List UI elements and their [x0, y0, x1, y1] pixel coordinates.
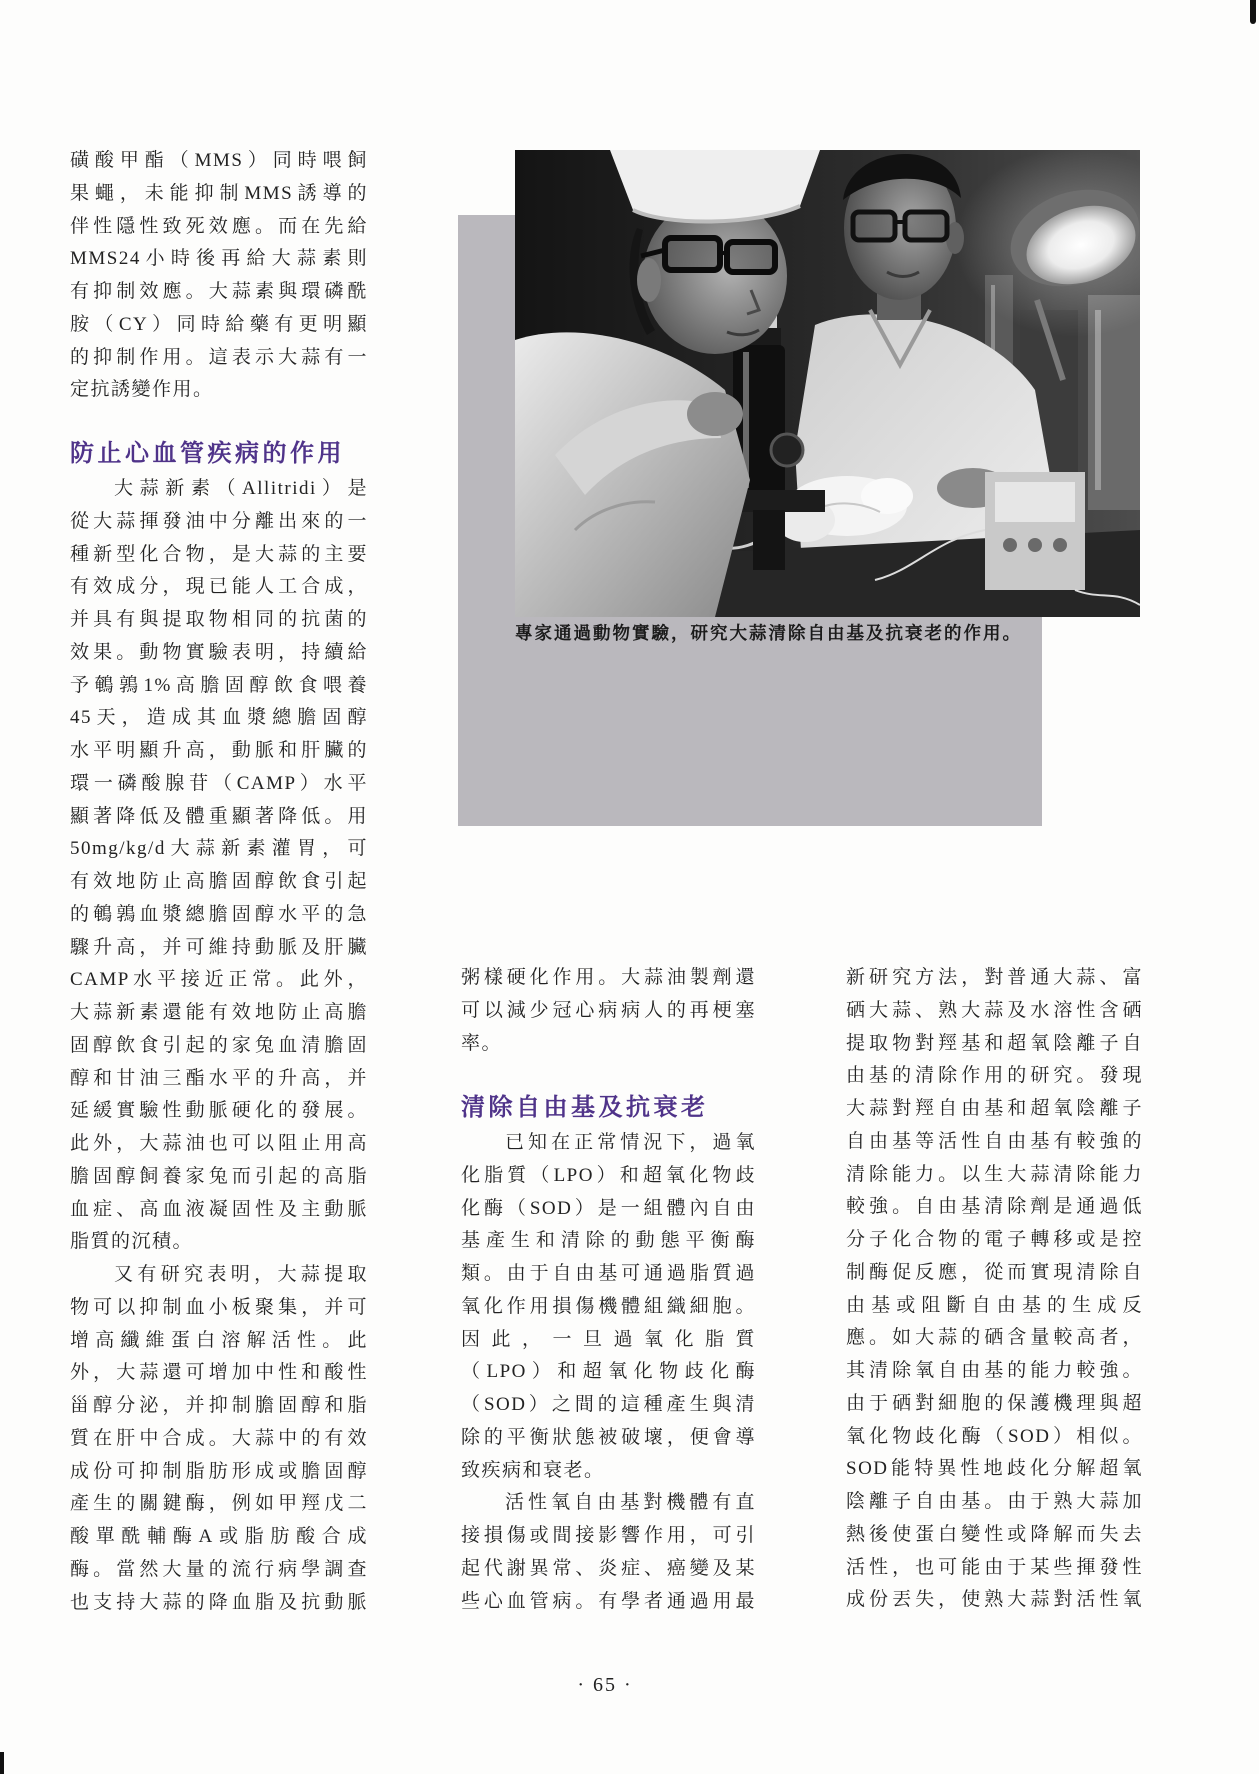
body-text-line: 環一磷酸腺苷（CAMP）水平	[70, 772, 368, 794]
body-text-line: 增高纖維蛋白溶解活性。此	[70, 1329, 368, 1351]
body-text-line: 其清除氧自由基的能力較強。	[846, 1360, 1143, 1381]
body-text-line: 成份丟失，使熟大蒜對活性氧	[846, 1589, 1143, 1611]
body-text-line: 成份可抑制脂肪形成或膽固醇	[70, 1460, 368, 1482]
body-text-line: 的抑制作用。這表示大蒜有一	[70, 346, 368, 368]
body-text-line: 熱後使蛋白變性或降解而失去	[846, 1523, 1143, 1545]
left-column-intro	[70, 145, 368, 407]
body-text-line: 除的平衡狀態被破壞，便會導	[461, 1426, 756, 1448]
body-text-line: 從大蒜揮發油中分離出來的一	[70, 510, 368, 532]
body-text-line: 提取物對羥基和超氧陰離子自	[846, 1032, 1143, 1054]
body-text-line: 膽固醇飼養家兔而引起的高脂	[70, 1165, 368, 1187]
body-text-line: 驟升高，并可維持動脈及肝臟	[70, 936, 368, 958]
lab-photo	[515, 150, 1140, 617]
body-text-line: 予鵪鶉1%高膽固醇飲食喂養	[70, 674, 368, 696]
body-text-line: 陰離子自由基。由于熟大蒜加	[846, 1491, 1143, 1512]
body-text-line: 分子化合物的電子轉移或是控	[846, 1229, 1143, 1250]
body-text-line: 氧化物歧化酶（SOD）相似。	[846, 1425, 1143, 1447]
body-text-line: 硒大蒜、熟大蒜及水溶性含硒	[846, 999, 1143, 1021]
body-text-line: 率。	[461, 1032, 503, 1054]
paragraph	[461, 1487, 756, 1618]
body-text-line: 酸單酰輔酶A或脂肪酸合成	[70, 1526, 368, 1547]
body-text-line: 已知在正常情況下，過氧	[505, 1132, 756, 1153]
body-text-line: 外，大蒜還可增加中性和酸性	[70, 1362, 368, 1384]
body-text-line: 45天，造成其血漿總膽固醇	[70, 707, 368, 729]
body-text-line: 清除能力。以生大蒜清除能力	[846, 1163, 1143, 1185]
body-text-line: CAMP水平接近正常。此外，	[70, 969, 368, 991]
body-text-line: 又有研究表明，大蒜提取	[114, 1264, 368, 1285]
body-text-line: 應。如大蒜的硒含量較高者，	[846, 1327, 1143, 1349]
body-text-line: （LPO）和超氧化物歧化酶	[461, 1361, 756, 1383]
body-text-line: 由于硒對細胞的保護機理與超	[846, 1392, 1143, 1414]
section-heading-free-radicals: 清除自由基及抗衰老	[461, 1094, 709, 1121]
body-text-line: 也支持大蒜的降血脂及抗動脈	[70, 1591, 368, 1613]
body-text-line: 此外，大蒜油也可以阻止用高	[70, 1133, 368, 1154]
body-text-line: 由基的清除作用的研究。發現	[846, 1065, 1143, 1087]
body-text-line: 較強。自由基清除劑是通過低	[846, 1196, 1143, 1218]
body-text-line: 由基或阻斷自由基的生成反	[846, 1294, 1143, 1316]
body-text-line: 固醇飲食引起的家兔血清膽固	[70, 1034, 368, 1056]
body-text-line: 伴性隱性致死效應。而在先給	[70, 215, 368, 237]
body-text-line: 基產生和清除的動態平衡酶	[461, 1230, 756, 1252]
body-text-line: 脂質的沉積。	[70, 1231, 194, 1253]
body-text-line: 顯著降低及體重顯著降低。用	[70, 805, 368, 827]
scan-mark	[1250, 0, 1256, 24]
body-text-line: 質在肝中合成。大蒜中的有效	[70, 1427, 368, 1449]
body-text-line: 可以減少冠心病病人的再梗塞	[461, 999, 756, 1021]
body-text-line: 并具有與提取物相同的抗菌的	[70, 609, 368, 630]
body-text-line: 化脂質（LPO）和超氧化物歧	[461, 1164, 756, 1186]
paragraph	[70, 473, 368, 1259]
body-text-line: 大蒜新素（Allitridi）是	[114, 478, 368, 499]
body-text-line: MMS24小時後再給大蒜素則	[70, 248, 368, 270]
body-text-line: 磺酸甲酯（MMS）同時喂飼	[70, 150, 368, 171]
body-text-line: 氧化作用損傷機體組織細胞。	[461, 1295, 756, 1317]
body-text-line: 定抗誘變作用。	[70, 379, 214, 401]
body-text-line: 胺（CY）同時給藥有更明顯	[70, 313, 368, 335]
body-text-line: 物可以抑制血小板聚集，并可	[70, 1296, 368, 1318]
body-text-line: 有抑制效應。大蒜素與環磷酰	[70, 281, 368, 302]
body-text-line: 水平明顯升高，動脈和肝臟的	[70, 740, 368, 761]
paragraph	[461, 1127, 756, 1487]
body-text-line: 致疾病和衰老。	[461, 1459, 605, 1481]
scan-mark	[0, 1752, 4, 1774]
body-text-line: 的鵪鶉血漿總膽固醇水平的急	[70, 903, 368, 925]
body-text-line: 50mg/kg/d大蒜新素灌胃，可	[70, 838, 368, 860]
paragraph	[70, 1259, 368, 1619]
body-text-line: 類。由于自由基可通過脂質過	[461, 1263, 756, 1284]
body-text-line: 活性氧自由基對機體有直	[505, 1492, 756, 1514]
body-text-line: 產生的關鍵酶，例如甲羥戊二	[70, 1493, 368, 1515]
lab-photo-drawing	[515, 150, 1140, 617]
body-text-line: 有效成分，現已能人工合成，	[70, 576, 368, 598]
body-text-line: 新研究方法，對普通大蒜、富	[846, 967, 1143, 988]
section-heading-cardiovascular: 防止心血管疾病的作用	[70, 440, 345, 467]
body-text-line: 果蠅，未能抑制MMS誘導的	[70, 182, 368, 204]
body-text-line: 甾醇分泌，并抑制膽固醇和脂	[70, 1395, 368, 1416]
body-text-line: 血症、高血液凝固性及主動脈	[70, 1198, 368, 1220]
body-text-line: 延緩實驗性動脈硬化的發展。	[70, 1100, 368, 1122]
middle-column-section	[461, 1127, 756, 1618]
body-text-line: （SOD）之間的這種產生與清	[461, 1394, 756, 1415]
body-text-line: 醇和甘油三酯水平的升高，并	[70, 1067, 368, 1089]
body-text-line: 大蒜新素還能有效地防止高膽	[70, 1002, 368, 1023]
page-number: · 65 ·	[577, 1674, 633, 1696]
left-column-section	[70, 473, 368, 1619]
body-text-line: 些心血管病。有學者通過用最	[461, 1590, 756, 1612]
body-text-line: SOD能特異性地歧化分解超氧	[846, 1458, 1143, 1480]
body-text-line: 起代謝異常、炎症、癌變及某	[461, 1557, 756, 1579]
body-text-line: 酶。當然大量的流行病學調查	[70, 1558, 368, 1580]
body-text-line: 效果。動物實驗表明，持續給	[70, 641, 368, 663]
right-column	[846, 962, 1143, 1617]
middle-column-intro	[461, 962, 756, 1060]
body-text-line: 接損傷或間接影響作用，可引	[461, 1525, 756, 1546]
body-text-line: 有效地防止高膽固醇飲食引起	[70, 871, 368, 892]
body-text-line: 大蒜對羥自由基和超氧陰離子	[846, 1098, 1143, 1119]
body-text-line: 活性，也可能由于某些揮發性	[846, 1556, 1143, 1578]
body-text-line: 自由基等活性自由基有較強的	[846, 1130, 1143, 1152]
body-text-line: 制酶促反應，從而實現清除自	[846, 1261, 1143, 1283]
body-text-line: 種新型化合物，是大蒜的主要	[70, 543, 368, 565]
body-text-line: 化酶（SOD）是一組體內自由	[461, 1197, 756, 1219]
body-text-line: 粥樣硬化作用。大蒜油製劑還	[461, 967, 756, 988]
body-text-line: 因此，一旦過氧化脂質	[461, 1328, 756, 1350]
figure-caption: 專家通過動物實驗，研究大蒜清除自由基及抗衰老的作用。	[515, 623, 1022, 643]
